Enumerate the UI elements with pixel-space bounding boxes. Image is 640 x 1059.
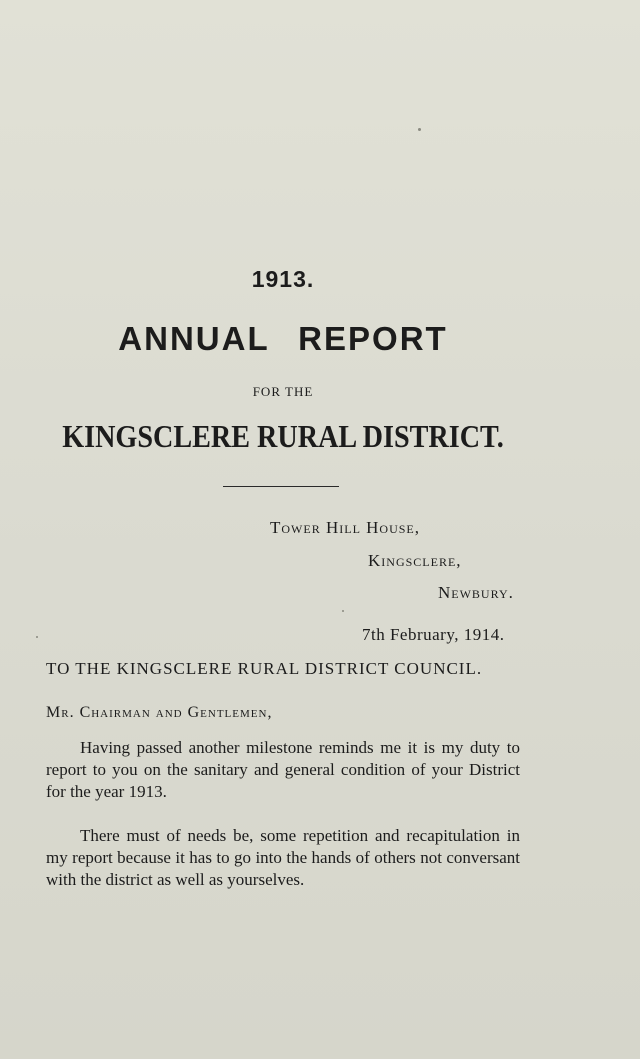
salutation: Mr. Chairman and Gentlemen, [46, 704, 273, 721]
paper-speck [36, 636, 38, 638]
paragraph-2-text: There must of needs be, some repetition and recapitulation in my report because it has to go into the hands of others not conversant with the district as well as yourselves. [46, 826, 520, 889]
body-paragraph-2 [46, 825, 520, 891]
report-title: ANNUAL REPORT [118, 320, 448, 357]
address-line-3: Newbury. [438, 583, 514, 602]
address-line-2: Kingsclere, [368, 551, 462, 570]
body-paragraph-1 [46, 737, 520, 803]
paper-speck [342, 610, 344, 612]
report-year: 1913. [251, 266, 315, 292]
paper-speck [418, 128, 421, 131]
for-the-label: FOR THE [252, 384, 314, 399]
addressee-line: TO THE KINGSCLERE RURAL DISTRICT COUNCIL. [46, 659, 483, 678]
district-title: KINGSCLERE RURAL DISTRICT. [62, 418, 504, 454]
divider-rule [223, 486, 339, 487]
paragraph-1-text: Having passed another milestone reminds me it is my duty to report to you on the sanitary and general condition of your District for the year 1913. [46, 738, 520, 801]
letter-date: 7th February, 1914. [362, 625, 505, 644]
address-line-1: Tower Hill House, [270, 518, 421, 537]
